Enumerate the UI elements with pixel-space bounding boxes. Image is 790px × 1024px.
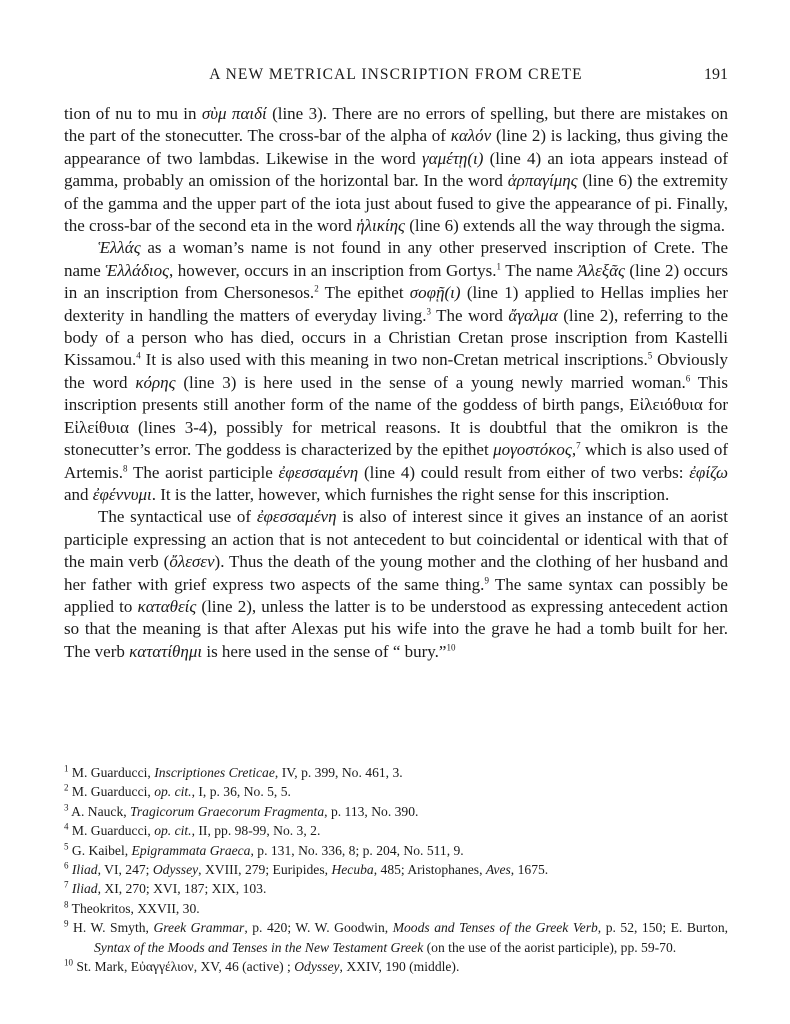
running-title: A NEW METRICAL INSCRIPTION FROM CRETE <box>209 66 583 83</box>
greek-word: κατατίθημι <box>129 641 203 661</box>
footnote-number: 1 <box>64 763 69 774</box>
note-title: Inscriptiones Creticae <box>154 765 275 780</box>
footnote-ref[interactable]: 8 <box>123 462 128 473</box>
paragraph-2 <box>64 237 728 506</box>
note-text: , IV, p. 399, No. 461, 3. <box>274 765 403 780</box>
text-run: The same syntax can possibly be applied to <box>64 574 728 616</box>
footnote-ref[interactable]: 4 <box>136 350 141 361</box>
greek-word: Ἑλλάς <box>98 238 141 258</box>
greek-word: Εἰλείθυια <box>64 417 129 437</box>
greek-word: ἐφεσσαμένη <box>278 462 359 482</box>
greek-word: ἐφίζω <box>689 462 728 482</box>
greek-word: σὺμ παιδί <box>201 104 267 123</box>
note-text: (on the use of the aorist participle), pp. 59-70. <box>423 939 677 955</box>
note-text: M. Guarducci, <box>68 784 155 800</box>
footnote-2 <box>64 782 728 801</box>
text-run: This inscription presents still another form of the name of the goddess of birth pangs, <box>64 372 728 415</box>
note-text: , p. 420; W. W. Goodwin, <box>244 920 393 936</box>
text-run: Obviously the word <box>64 350 728 392</box>
note-text: , p. 52, 150; E. Burton, <box>597 920 729 936</box>
greek-word: γαμέτῃ(ι) <box>421 148 484 168</box>
note-text: St. Mark, <box>73 959 131 975</box>
greek-word: ἐφεσσαμένη <box>256 507 337 527</box>
footnote-ref[interactable]: 7 <box>576 440 581 451</box>
paragraph-1 <box>64 103 728 237</box>
greek-word: μογοστόκος <box>493 440 572 460</box>
note-text: M. Guarducci, <box>68 823 155 839</box>
text-run: The word <box>430 305 509 325</box>
text-run: (line 3) is here used in the sense of a young newly married woman. <box>175 372 686 392</box>
footnote-7 <box>64 879 728 898</box>
text-run: The syntactical use of <box>98 507 257 527</box>
text-run: (line 3). There are no errors of spelling, but there are mistakes on the part of the stonecutter. The cross-bar of the alpha of <box>64 104 728 146</box>
greek-word: ἁρπαγίμης <box>507 171 578 191</box>
note-text: M. Guarducci, <box>68 765 155 780</box>
text-run: (line 4) could result from either of two verbs: <box>358 462 690 482</box>
note-title: op. cit. <box>154 784 192 800</box>
footnote-number: 2 <box>64 782 69 793</box>
text-run: for <box>702 395 728 415</box>
page-number: 191 <box>704 66 728 83</box>
text-run: (line 1) applied to Hellas implies her dexterity in handling the matters of everyday living. <box>64 283 729 325</box>
footnote-9 <box>64 918 728 957</box>
text-run: tion of nu to mu in <box>64 104 202 123</box>
footnote-number: 6 <box>64 860 69 871</box>
note-text: , 1675. <box>510 862 549 878</box>
text-run: (line 2) occurs in an inscription from Chersonesos. <box>64 260 728 303</box>
note-title: Hecuba <box>331 862 374 878</box>
footnote-number: 7 <box>64 879 69 890</box>
footnote-ref[interactable]: 6 <box>685 373 691 384</box>
greek-word: καλόν <box>450 126 492 146</box>
footnote-6 <box>64 860 728 879</box>
running-header <box>64 66 728 88</box>
text-run: and <box>64 484 93 504</box>
note-text: G. Kaibel, <box>68 842 132 858</box>
footnotes <box>64 763 728 976</box>
text-run: (line 2), unless the latter is to be understood as expressing antecedent action so that the meaning is that after Alexas put his wife into the grave he had a tomb built for her. The verb <box>64 596 728 661</box>
greek-word: ἐφέννυμι <box>92 484 152 504</box>
note-title: Syntax of the Moods and Tenses in the New Testament Greek <box>94 939 424 955</box>
note-title: op. cit. <box>154 823 192 839</box>
note-title: Odyssey <box>294 959 340 975</box>
footnote-number: 3 <box>64 802 69 813</box>
text-run: (line 6) the extremity of the gamma and the upper part of the iota just about fused to give the appearance of pi. Finally, the cross-bar of the second eta in the word <box>64 171 729 236</box>
text-run: is here used in the sense of “ bury.” <box>202 641 447 661</box>
footnote-1 <box>64 763 728 782</box>
note-text: , VI, 247; <box>97 862 153 878</box>
greek-word: ἡλικίης <box>356 216 405 236</box>
footnote-ref[interactable]: 5 <box>647 350 653 361</box>
greek-word: σοφῇ(ι) <box>409 283 461 303</box>
footnote-10 <box>64 957 728 976</box>
note-text: , XVIII, 279; Euripides, <box>198 862 332 878</box>
greek-word: ὄλεσεν <box>169 552 215 572</box>
text-run: (line 2), referring to the body of a person who has died, occurs in a Christian Cretan prose inscription from Kastelli Kissamou. <box>64 305 729 370</box>
text-run: (line 2) is lacking, thus giving the appearance of two lambdas. Likewise in the word <box>64 126 729 168</box>
greek-word: ἄγαλμα <box>508 305 558 325</box>
greek-word: Ἀλεξᾶς <box>577 260 625 280</box>
footnote-ref[interactable]: 10 <box>446 642 456 653</box>
text-run: , however, occurs in an inscription from Gortys. <box>169 260 497 280</box>
greek-word: καταθείς <box>137 596 197 616</box>
note-text: , XV, 46 (active) ; <box>193 959 295 975</box>
footnote-ref[interactable]: 1 <box>496 261 502 272</box>
footnote-number: 10 <box>64 957 73 968</box>
footnote-ref[interactable]: 2 <box>314 283 319 294</box>
text-run: is also of interest since it gives an instance of an aorist participle expressing an action that is not antecedent to but coincidental or identical with that of the main verb ( <box>64 507 728 572</box>
note-text: , II, pp. 98-99, No. 3, 2. <box>191 823 321 839</box>
text-run: The epithet <box>318 283 410 303</box>
note-title: Moods and Tenses of the Greek Verb <box>392 920 598 936</box>
note-title: Epigrammata Graeca <box>131 842 251 858</box>
footnote-3 <box>64 802 728 821</box>
footnote-5 <box>64 841 728 860</box>
text-run: , <box>571 440 577 460</box>
note-text: A. Nauck, <box>68 803 131 819</box>
note-title: Greek Grammar <box>153 920 245 936</box>
note-title: Iliad <box>71 881 98 897</box>
footnote-number: 5 <box>64 841 69 852</box>
note-text: , XI, 270; XVI, 187; XIX, 103. <box>97 881 267 897</box>
note-text: , p. 113, No. 390. <box>324 803 419 819</box>
footnote-4 <box>64 821 728 840</box>
note-text: , I, p. 36, No. 5, 5. <box>191 784 291 800</box>
greek-word: Εὐαγγέλιον <box>130 959 194 975</box>
text-run: as a woman’s name is not found in any other preserved inscription of Crete. The name <box>64 238 728 280</box>
text-run: It is also used with this meaning in two non-Cretan metrical inscriptions. <box>140 350 648 370</box>
text-run: . It is the latter, however, which furnishes the right sense for this inscription. <box>151 484 670 504</box>
note-text: , XXIV, 190 (middle). <box>339 959 460 975</box>
text-run: ). Thus the death of the young mother and the clothing of her husband and her father with grief express two aspects of the same thing. <box>64 552 728 594</box>
note-text: , p. 131, No. 336, 8; p. 204, No. 511, 9. <box>250 842 464 858</box>
footnote-number: 8 <box>64 899 69 910</box>
text-run: (line 4) an iota appears instead of gamma, probably an omission of the horizontal bar. In the word <box>64 148 729 191</box>
text-run: The name <box>501 260 578 280</box>
text-run: (line 6) extends all the way through the sigma. <box>404 216 726 236</box>
text-run: which is also used of Artemis. <box>64 440 729 482</box>
footnote-number: 4 <box>64 821 69 832</box>
greek-word: κόρης <box>135 372 176 392</box>
paragraph-3 <box>64 506 728 663</box>
text-run: The aorist participle <box>127 462 279 482</box>
note-title: Tragicorum Graecorum Fragmenta <box>130 803 325 819</box>
note-title: Aves <box>485 862 511 878</box>
footnote-8 <box>64 899 728 918</box>
greek-word: Εἰλειόθυια <box>629 395 703 415</box>
footnote-ref[interactable]: 3 <box>426 306 431 316</box>
footnote-number: 9 <box>64 918 69 929</box>
note-title: Iliad <box>71 862 98 878</box>
footnote-ref[interactable]: 9 <box>484 574 489 585</box>
note-text: H. W. Smyth, <box>68 920 154 936</box>
note-text: , 485; Aristophanes, <box>373 862 486 878</box>
note-text: Theokritos, XXVII, 30. <box>68 900 200 916</box>
note-title: Odyssey <box>152 862 199 878</box>
text-run: (lines 3-4), possibly for metrical reasons. It is doubtful that the omikron is the stonecutter’s error. The goddess is characterized by the epithet <box>64 417 728 460</box>
greek-word: Ἑλλάδιος <box>105 260 169 280</box>
main-text <box>64 103 728 663</box>
